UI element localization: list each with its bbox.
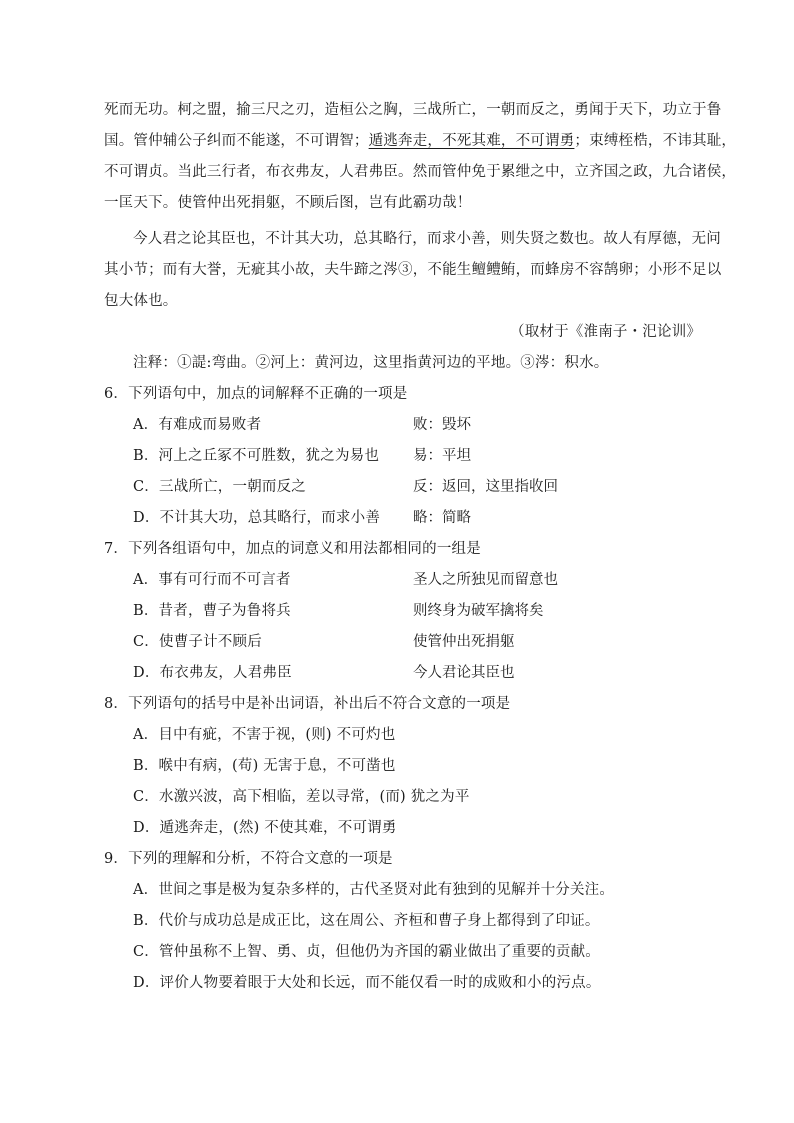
- question-stem: 6．下列语句中，加点的词解释不正确的一项是: [104, 386, 408, 402]
- passage-line: [104, 131, 736, 151]
- option-pair-text: 今人君论其臣也: [413, 665, 515, 681]
- option-a-text: A．事有可行而不可言者: [133, 572, 291, 588]
- option-pair-text: 使管仲出死捐躯: [413, 634, 515, 650]
- option-explanation: 略：简略: [413, 510, 471, 526]
- option-explanation: 易：平坦: [413, 448, 471, 464]
- passage-text: ；束缚桎梏，不讳其耻，: [574, 133, 737, 149]
- question-stem: 9．下列的理解和分析，不符合文意的一项是: [104, 851, 393, 867]
- option-c-text: C．三战所亡，一朝而反之: [133, 479, 306, 495]
- underlined-sentence: 遁逃奔走，不死其难，不可谓勇: [368, 133, 575, 149]
- option-b-text: B．河上之丘冢不可胜数，犹之为易也: [133, 448, 380, 464]
- passage-line: 今人君之论其臣也，不计其大功，总其略行，而求小善，则失贤之数也。故人有厚德，无问: [133, 231, 721, 247]
- option-explanation: 败：毁坏: [413, 417, 471, 433]
- passage-line: 一匡天下。使管仲出死捐躯，不顾后图，岂有此霸功哉！: [104, 195, 472, 211]
- passage-line: 不可谓贞。当此三行者，布衣弗友，人君弗臣。然而管仲免于累绁之中，立齐国之政，九合诸侯，: [104, 164, 737, 180]
- option-b-text: B．代价与成功总是成正比，这在周公、齐桓和曹子身上都得到了印证。: [133, 913, 600, 929]
- option-b-text: B．喉中有病，(苟) 无害于息，不可凿也: [133, 758, 396, 774]
- question-stem: 7．下列各组语句中，加点的词意义和用法都相同的一组是: [104, 541, 481, 557]
- option-d-text: D．布衣弗友，人君弗臣: [133, 665, 292, 681]
- option-c-text: C．使曹子计不顾后: [133, 634, 262, 650]
- passage-line: 其小节；而有大誉，无疵其小故，夫牛蹄之涔③，不能生鳣鳢鲔，而蜂房不容鹄卵；小形不足以: [104, 262, 722, 278]
- passage-text: 国。管仲辅公子纠而不能遂，不可谓智；: [104, 133, 369, 149]
- option-a-text: A．有难成而易败者: [133, 417, 262, 433]
- option-c-text: C．水激兴波，高下相临，差以寻常，(而) 犹之为平: [133, 789, 470, 805]
- passage-line: 包大体也。: [104, 293, 178, 309]
- option-a-text: A．目中有疵，不害于视，(则) 不可灼也: [133, 727, 396, 743]
- question-stem: 8．下列语句的括号中是补出词语，补出后不符合文意的一项是: [104, 696, 511, 712]
- option-explanation: 反：返回，这里指收回: [413, 479, 558, 495]
- option-c-text: C．管仲虽称不上智、勇、贞，但他仍为齐国的霸业做出了重要的贡献。: [133, 944, 600, 960]
- passage-line: 死而无功。柯之盟，揄三尺之刃，造桓公之胸，三战所亡，一朝而反之，勇闻于天下，功立于鲁: [104, 102, 722, 118]
- option-d-text: D．遁逃奔走，(然) 不使其难，不可谓勇: [133, 820, 397, 836]
- option-d-text: D．评价人物要着眼于大处和长远，而不能仅看一时的成败和小的污点。: [133, 975, 601, 991]
- option-b-text: B．昔者，曹子为鲁将兵: [133, 603, 291, 619]
- option-a-text: A．世间之事是极为复杂多样的，古代圣贤对此有独到的见解并十分关注。: [133, 882, 615, 898]
- source-citation: （取材于《淮南子・汜论训》: [510, 324, 702, 340]
- option-pair-text: 圣人之所独见而留意也: [413, 572, 558, 588]
- annotation-notes: 注释：①諟:弯曲。②河上：黄河边，这里指黄河边的平地。③涔：积水。: [133, 355, 609, 371]
- option-d-text: D．不计其大功，总其略行，而求小善: [133, 510, 381, 526]
- option-pair-text: 则终身为破军擒将矣: [413, 603, 544, 619]
